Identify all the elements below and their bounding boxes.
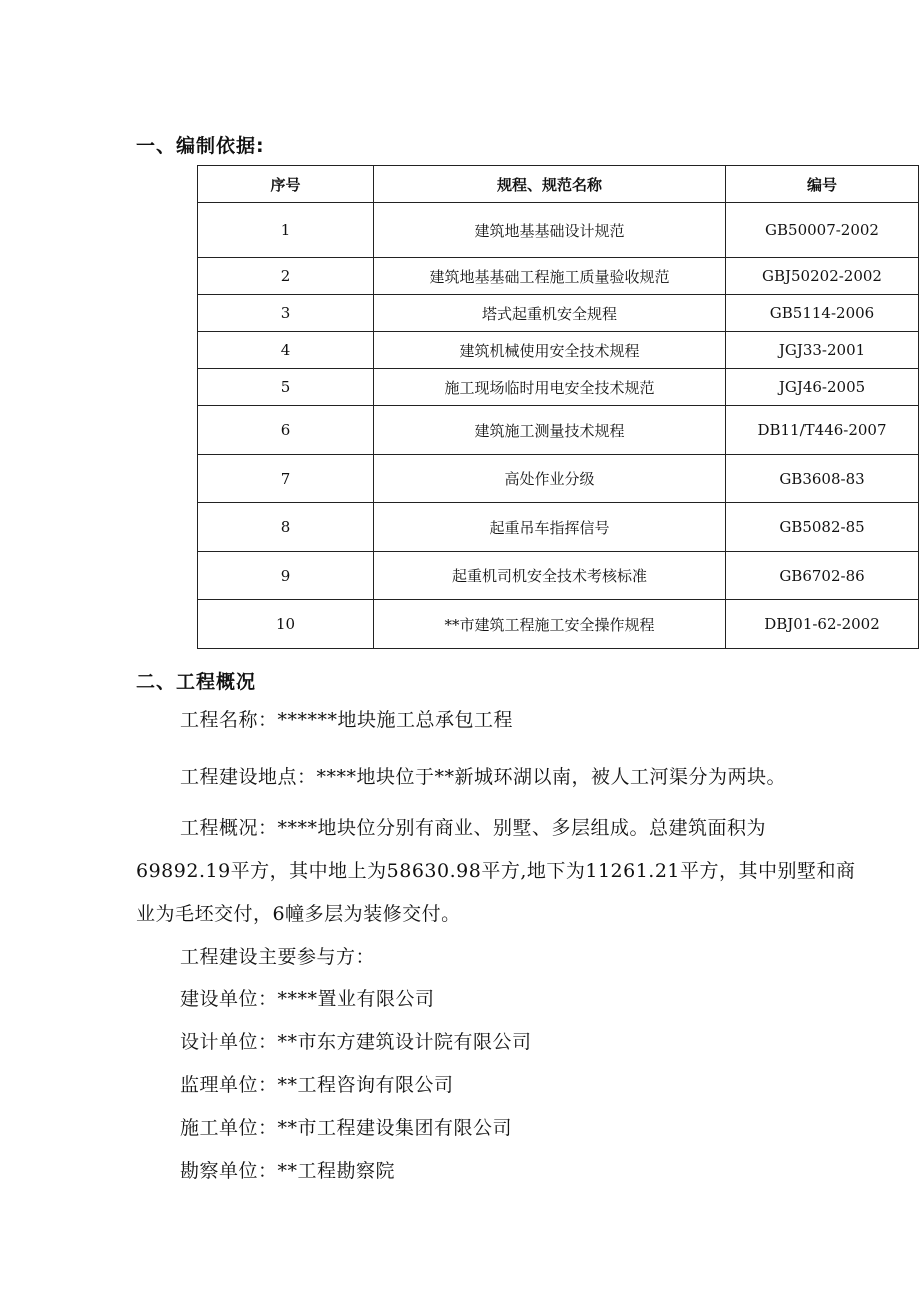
row-name: 起重吊车指挥信号: [374, 503, 726, 552]
row-code: DBJ01-62-2002: [726, 600, 919, 649]
table-row: [198, 369, 919, 406]
row-name: **市建筑工程施工安全操作规程: [374, 600, 726, 649]
row-name: 高处作业分级: [374, 455, 726, 503]
row-number: 7: [198, 455, 374, 503]
row-code: DB11/T446-2007: [726, 406, 919, 455]
project-name: 工程名称：******地块施工总承包工程: [180, 709, 514, 731]
row-code: GB50007-2002: [726, 203, 919, 258]
builder-unit: 建设单位：****置业有限公司: [180, 988, 435, 1010]
row-number: 8: [198, 503, 374, 552]
overview-line-2: 69892.19平方，其中地上为58630.98平方,地下为11261.21平方，其中别墅和商: [136, 860, 856, 882]
row-code: GB5082-85: [726, 503, 919, 552]
row-name: 建筑机械使用安全技术规程: [374, 332, 726, 369]
table-header-row: [198, 166, 919, 203]
surveyor-unit: 勘察单位：**工程勘察院: [180, 1160, 396, 1182]
row-number: 4: [198, 332, 374, 369]
table-row: [198, 203, 919, 258]
column-header-name: 规程、规范名称: [374, 166, 726, 203]
row-code: JGJ33-2001: [726, 332, 919, 369]
row-number: 3: [198, 295, 374, 332]
row-name: 建筑地基基础工程施工质量验收规范: [374, 258, 726, 295]
row-code: GBJ50202-2002: [726, 258, 919, 295]
project-location: 工程建设地点：****地块位于**新城环湖以南，被人工河渠分为两块。: [180, 766, 787, 788]
constructor-unit: 施工单位：**市工程建设集团有限公司: [180, 1117, 513, 1139]
row-name: 塔式起重机安全规程: [374, 295, 726, 332]
table-row: [198, 600, 919, 649]
row-number: 6: [198, 406, 374, 455]
column-header-number: 序号: [198, 166, 374, 203]
table-row: [198, 258, 919, 295]
row-name: 施工现场临时用电安全技术规范: [374, 369, 726, 406]
row-name: 建筑地基基础设计规范: [374, 203, 726, 258]
section-heading-basis: 一、编制依据:: [136, 135, 265, 157]
row-number: 10: [198, 600, 374, 649]
table-row: [198, 295, 919, 332]
column-header-code: 编号: [726, 166, 919, 203]
row-code: GB5114-2006: [726, 295, 919, 332]
row-number: 2: [198, 258, 374, 295]
standards-table: [197, 165, 919, 649]
overview-line-3: 业为毛坯交付，6幢多层为装修交付。: [136, 903, 461, 925]
section-heading-overview: 二、工程概况: [136, 671, 257, 693]
row-name: 起重机司机安全技术考核标准: [374, 552, 726, 600]
overview-line-1: 工程概况：****地块位分别有商业、别墅、多层组成。总建筑面积为: [180, 817, 767, 839]
table-row: [198, 332, 919, 369]
row-code: JGJ46-2005: [726, 369, 919, 406]
parties-title: 工程建设主要参与方：: [180, 946, 376, 968]
row-code: GB6702-86: [726, 552, 919, 600]
table-row: [198, 503, 919, 552]
table-row: [198, 552, 919, 600]
row-number: 9: [198, 552, 374, 600]
row-code: GB3608-83: [726, 455, 919, 503]
table-row: [198, 406, 919, 455]
row-number: 5: [198, 369, 374, 406]
designer-unit: 设计单位：**市东方建筑设计院有限公司: [180, 1031, 532, 1053]
supervisor-unit: 监理单位：**工程咨询有限公司: [180, 1074, 454, 1096]
row-number: 1: [198, 203, 374, 258]
row-name: 建筑施工测量技术规程: [374, 406, 726, 455]
table-row: [198, 455, 919, 503]
